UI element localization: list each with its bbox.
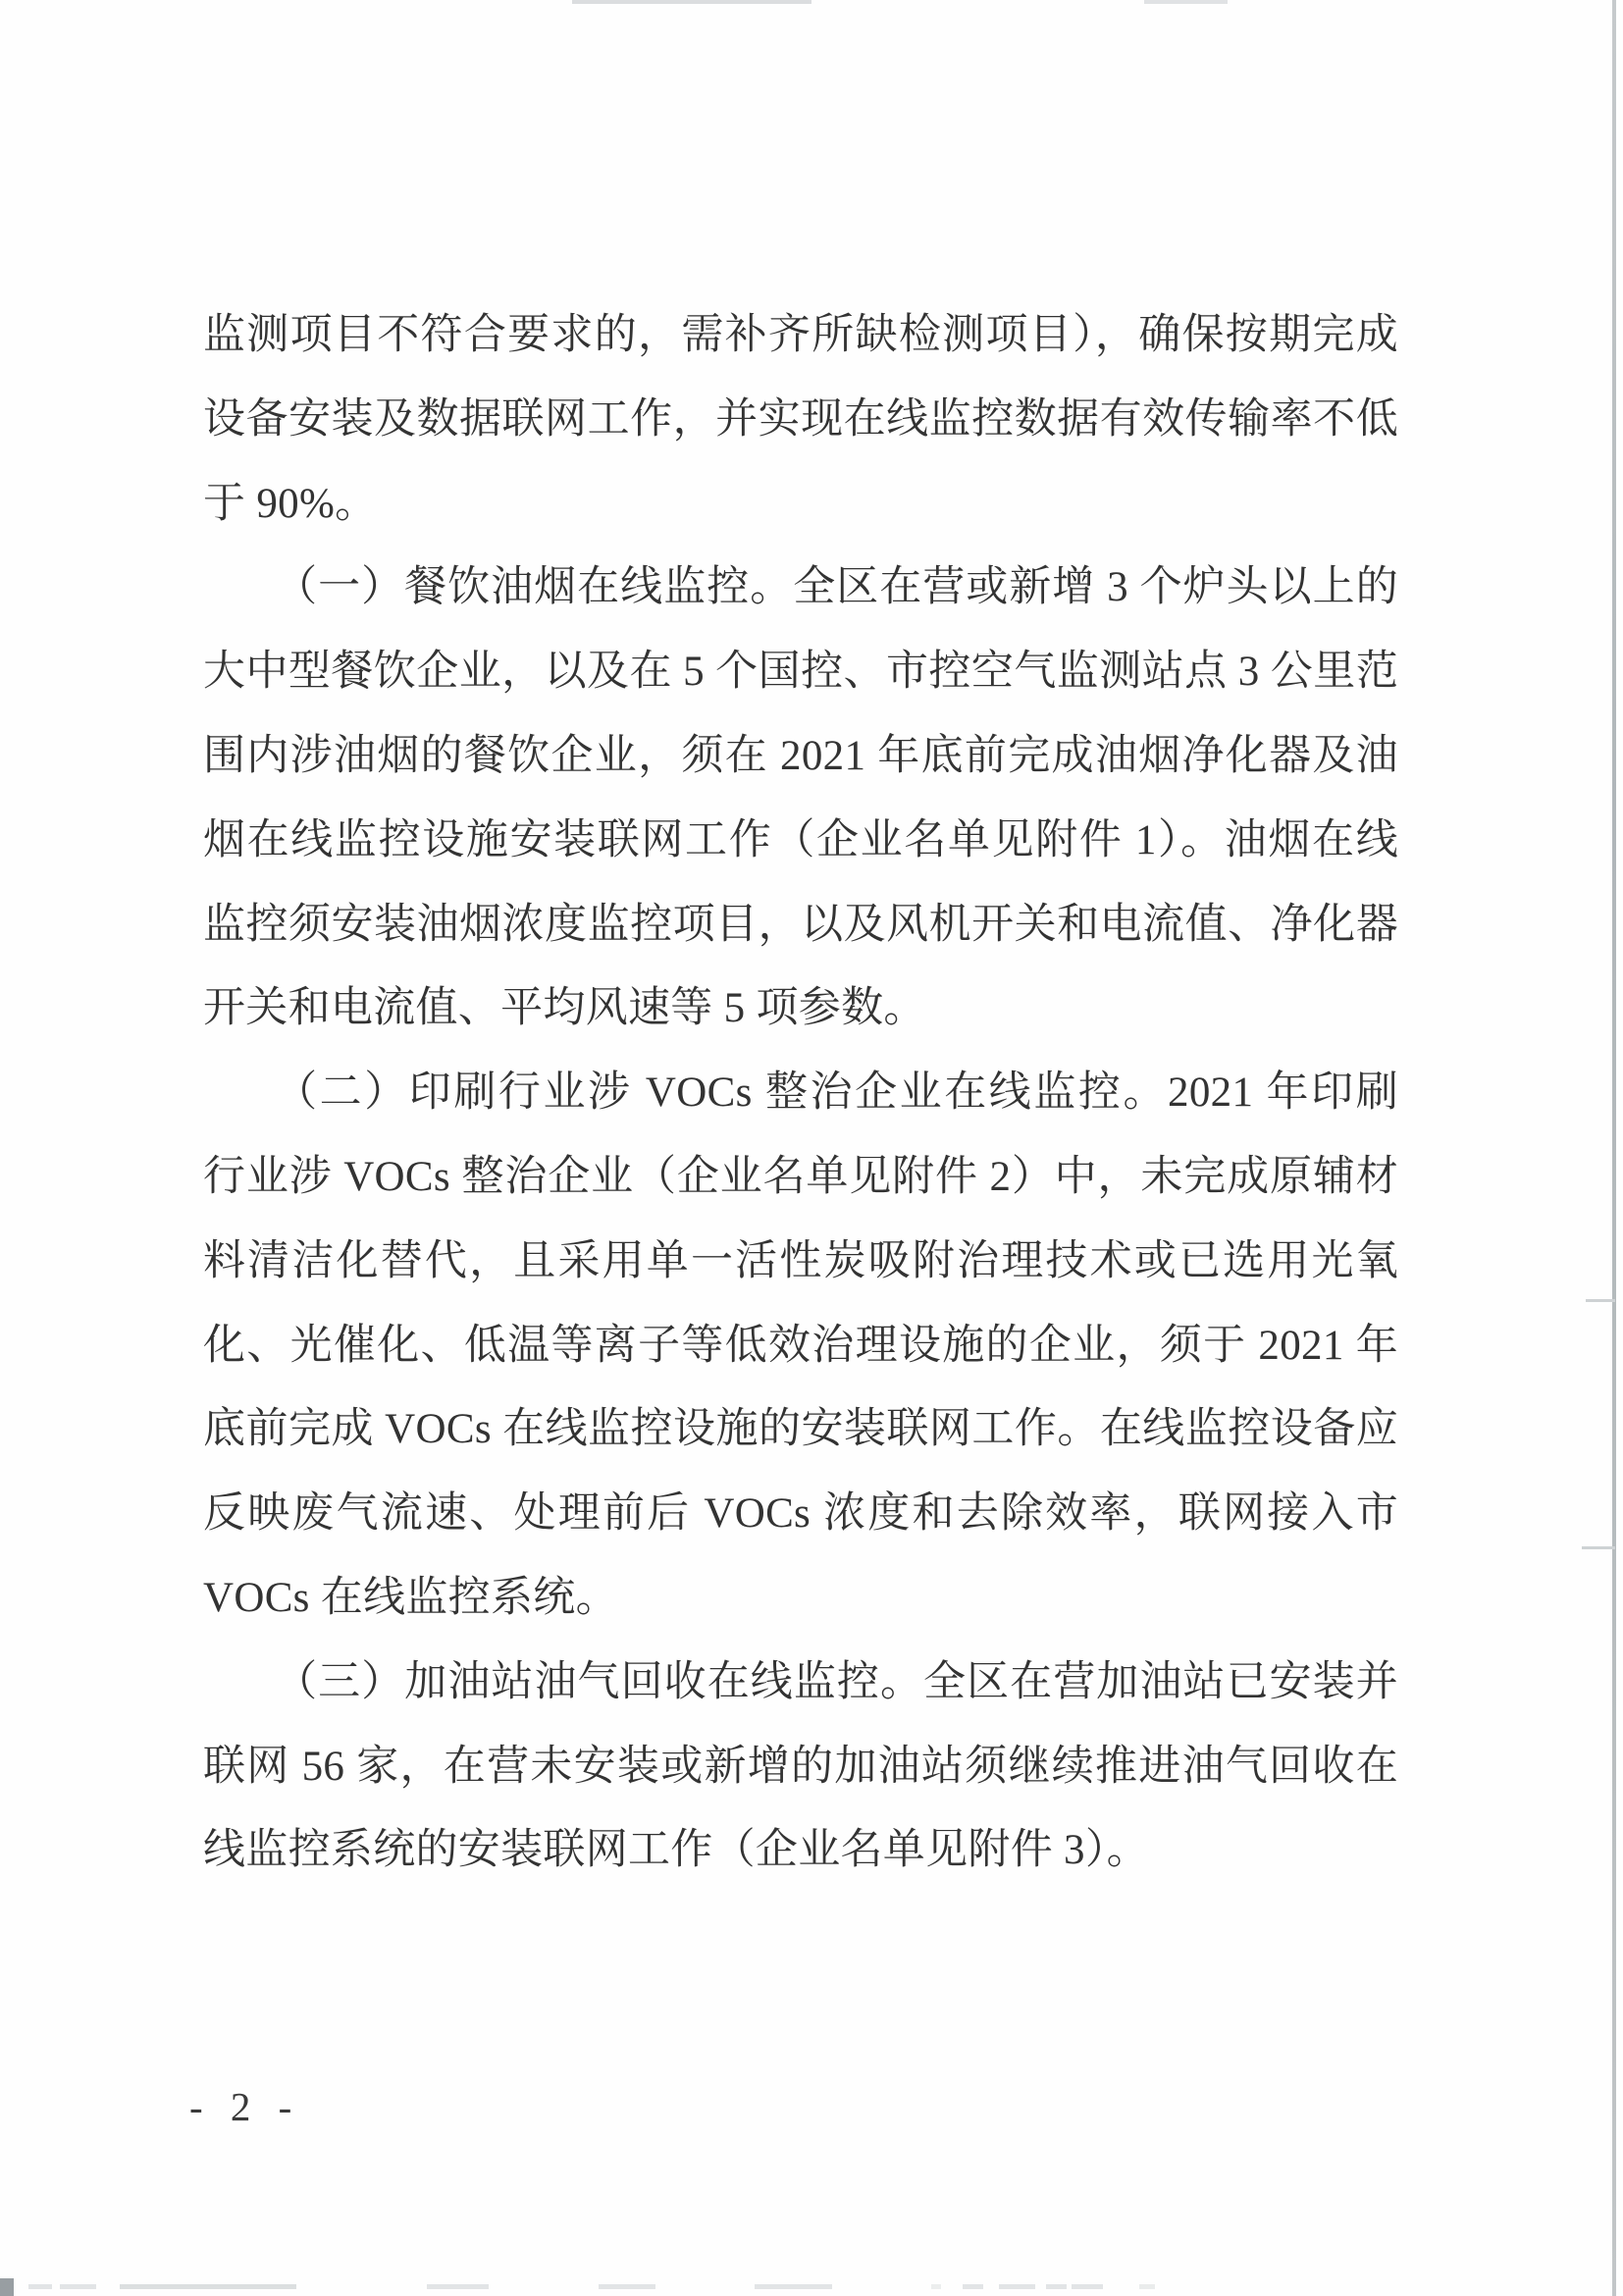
scan-artifact bbox=[120, 2284, 296, 2289]
text-line: 于 90%。 bbox=[203, 480, 378, 527]
text-line: 反映废气流速、处理前后 VOCs 浓度和去除效率，联网接入市 bbox=[203, 1490, 1398, 1538]
text-line: 联网 56 家，在营未安装或新增的加油站须继续推进油气回收在 bbox=[203, 1743, 1398, 1790]
scan-artifact bbox=[427, 2284, 489, 2289]
text-line: 线监控系统的安装联网工作（企业名单见附件 3）。 bbox=[203, 1827, 1149, 1874]
text-line: 开关和电流值、平均风速等 5 项参数。 bbox=[203, 985, 926, 1032]
text-line: VOCs 在线监控系统。 bbox=[203, 1574, 618, 1621]
scan-artifact bbox=[1582, 1546, 1615, 1549]
document-body bbox=[203, 293, 1398, 1893]
scan-artifact bbox=[1144, 0, 1228, 4]
text-line: 围内涉油烟的餐饮企业，须在 2021 年底前完成油烟净化器及油 bbox=[203, 732, 1398, 779]
scan-artifact bbox=[60, 2284, 96, 2289]
scan-edge-line bbox=[1612, 0, 1616, 2296]
text-line: 料清洁化替代，且采用单一活性炭吸附治理技术或已选用光氧 bbox=[203, 1237, 1398, 1284]
scan-artifact bbox=[931, 2284, 941, 2289]
text-line-section-2-heading: （二）印刷行业涉 VOCs 整治企业在线监控。2021 年印刷 bbox=[275, 1070, 1398, 1117]
scan-artifact bbox=[963, 2284, 983, 2289]
scan-artifact bbox=[572, 0, 812, 4]
page-number: - 2 - bbox=[189, 2084, 301, 2129]
scan-artifact bbox=[0, 2278, 14, 2296]
scan-artifact bbox=[28, 2284, 52, 2289]
scan-artifact bbox=[1586, 1299, 1615, 1302]
scan-artifact bbox=[599, 2284, 655, 2289]
scan-artifact bbox=[1072, 2284, 1103, 2289]
scan-artifact bbox=[755, 2284, 832, 2289]
scan-artifact bbox=[1139, 2284, 1155, 2289]
text-line-section-1-heading: （一）餐饮油烟在线监控。全区在营或新增 3 个炉头以上的 bbox=[275, 564, 1398, 611]
text-line: 烟在线监控设施安装联网工作（企业名单见附件 1）。油烟在线 bbox=[203, 816, 1398, 863]
text-line: 底前完成 VOCs 在线监控设施的安装联网工作。在线监控设备应 bbox=[203, 1406, 1398, 1453]
scan-artifact bbox=[1046, 2284, 1067, 2289]
text-line: 设备安装及数据联网工作，并实现在线监控数据有效传输率不低 bbox=[203, 395, 1398, 443]
text-line: 大中型餐饮企业，以及在 5 个国控、市控空气监测站点 3 公里范 bbox=[203, 649, 1398, 696]
text-line: 行业涉 VOCs 整治企业（企业名单见附件 2）中，未完成原辅材 bbox=[203, 1153, 1398, 1200]
scan-artifact bbox=[999, 2284, 1035, 2289]
text-line: 监测项目不符合要求的，需补齐所缺检测项目），确保按期完成 bbox=[203, 312, 1398, 358]
text-line: 化、光催化、低温等离子等低效治理设施的企业，须于 2021 年 bbox=[203, 1322, 1398, 1369]
text-line: 监控须安装油烟浓度监控项目，以及风机开关和电流值、净化器 bbox=[203, 901, 1398, 948]
text-line-section-3-heading: （三）加油站油气回收在线监控。全区在营加油站已安装并 bbox=[275, 1658, 1398, 1705]
